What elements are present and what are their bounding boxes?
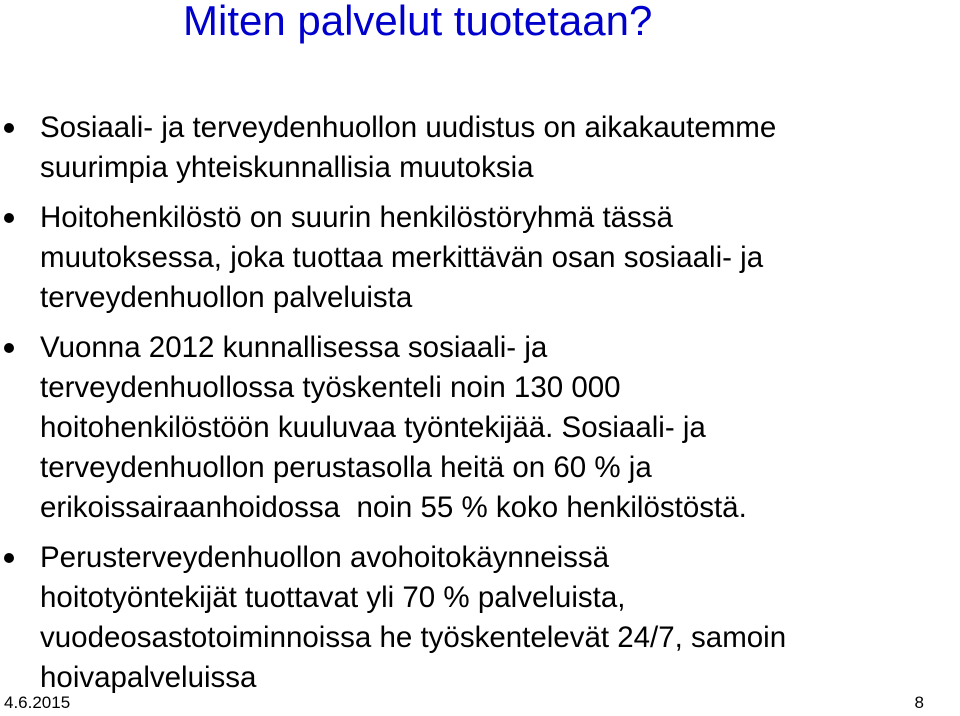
bullet-dot-icon xyxy=(4,553,14,563)
footer-page-number: 8 xyxy=(914,693,924,712)
bullet-item-1 xyxy=(0,108,960,188)
footer-date: 4.6.2015 xyxy=(4,693,71,712)
bullet-text-line: terveydenhuollossa työskenteli noin 130 000 xyxy=(40,371,621,404)
bullet-dot-icon xyxy=(4,343,14,353)
slide-title: Miten palvelut tuotetaan? xyxy=(183,0,653,44)
bullet-list xyxy=(0,108,960,708)
bullet-item-2 xyxy=(0,198,960,318)
bullet-text-line: hoivapalveluissa xyxy=(40,661,257,694)
bullet-text-line: hoitohenkilöstöön kuuluvaa työntekijää. Sosiaali- ja xyxy=(40,411,706,444)
bullet-text-line: erikoissairaanhoidossa noin 55 % koko henkilöstöstä. xyxy=(40,491,747,524)
bullet-item-4 xyxy=(0,538,960,698)
bullet-text-line: hoitotyöntekijät tuottavat yli 70 % palveluista, xyxy=(40,581,626,614)
bullet-text-line: terveydenhuollon palveluista xyxy=(40,281,413,314)
bullet-dot-icon xyxy=(4,123,14,133)
bullet-text-line: Vuonna 2012 kunnallisessa sosiaali- ja xyxy=(40,331,548,364)
bullet-text-line: Sosiaali- ja terveydenhuollon uudistus on aikakautemme xyxy=(40,111,777,144)
bullet-text-line: terveydenhuollon perustasolla heitä on 60 % ja xyxy=(40,451,652,484)
bullet-text-line: Hoitohenkilöstö on suurin henkilöstöryhmä tässä xyxy=(40,201,673,234)
bullet-text-line: vuodeosastotoiminnoissa he työskentelevät 24/7, samoin xyxy=(40,621,787,654)
bullet-text-line: Perusterveydenhuollon avohoitokäynneissä xyxy=(40,541,610,574)
bullet-item-3 xyxy=(0,328,960,528)
bullet-text-line: muutoksessa, joka tuottaa merkittävän osan sosiaali- ja xyxy=(40,241,764,274)
bullet-text-line: suurimpia yhteiskunnallisia muutoksia xyxy=(40,151,534,184)
bullet-dot-icon xyxy=(4,213,14,223)
